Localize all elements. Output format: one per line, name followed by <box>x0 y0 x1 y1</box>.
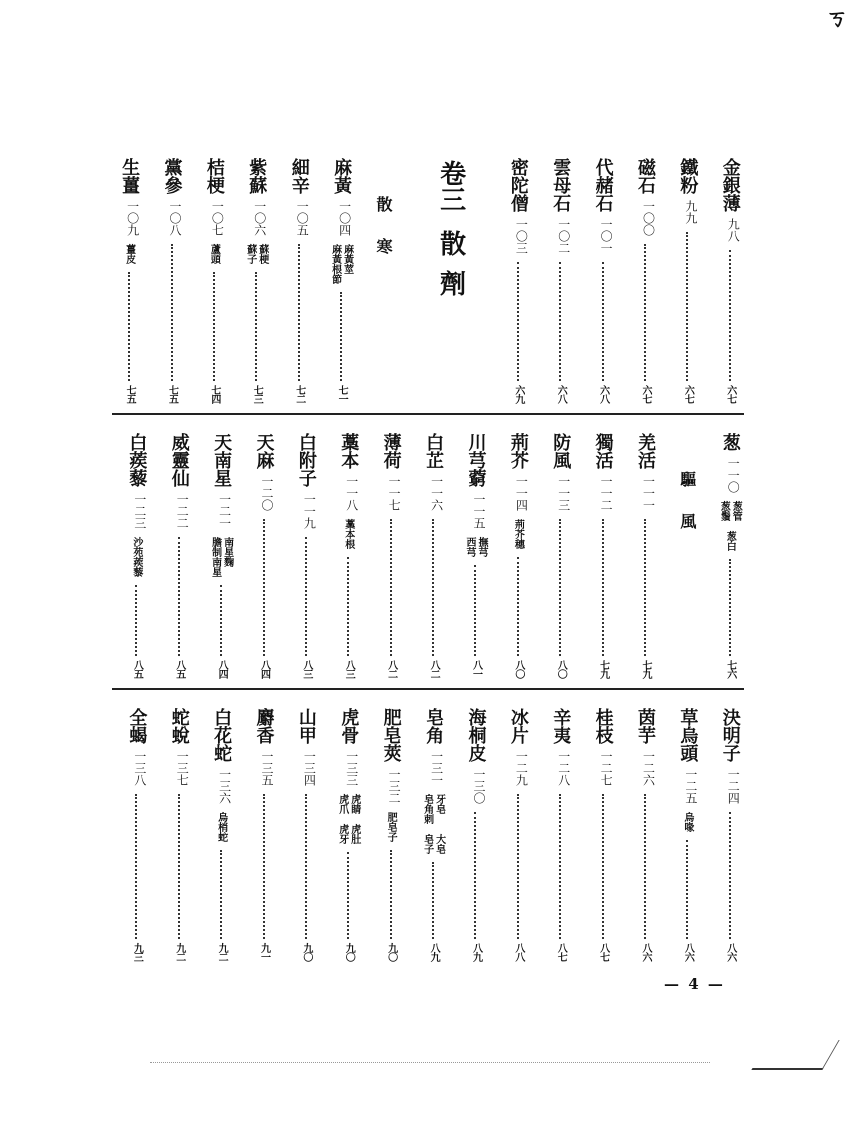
entry-number: 一二三 <box>132 493 147 529</box>
entry-name: 威靈仙 <box>168 433 190 487</box>
section-header-text: 驅風 <box>677 471 697 555</box>
toc-entry <box>115 433 157 678</box>
entry-number: 一二五 <box>683 768 698 804</box>
subitem-group <box>208 244 219 264</box>
entry-number: 一〇〇 <box>641 200 656 236</box>
toc-entry <box>278 158 320 403</box>
entry-subitems <box>385 812 396 842</box>
section-header <box>666 433 708 678</box>
toc-entry <box>454 433 496 678</box>
entry-number: 一二〇 <box>260 475 274 511</box>
entry-name: 麻黃 <box>331 158 353 194</box>
entry-page: 八二 <box>385 660 397 678</box>
dot-leader <box>220 585 222 656</box>
entry-number: 一〇三 <box>514 218 529 254</box>
entry-number: 一二一 <box>217 493 232 529</box>
entry-page: 七三 <box>251 385 263 403</box>
toc-entry <box>242 708 284 961</box>
toc-entry <box>200 433 242 678</box>
dot-leader <box>135 794 137 939</box>
subitem-group <box>210 537 233 577</box>
dot-leader <box>559 519 561 656</box>
dot-leader <box>602 262 604 381</box>
toc-entry <box>581 708 623 961</box>
subitem: 麻黃根節 <box>329 244 341 284</box>
entry-number: 一一三 <box>556 475 571 511</box>
entry-name: 海桐皮 <box>465 708 487 762</box>
entry-subitems <box>245 244 268 264</box>
entry-name: 桔梗 <box>203 158 225 194</box>
entry-name: 獨活 <box>592 433 614 469</box>
subitem-group <box>718 501 741 521</box>
subitem: 葱管 <box>730 501 742 521</box>
entry-name: 密陀僧 <box>507 158 529 212</box>
toc-entry <box>108 158 150 403</box>
entry-number: 一三〇 <box>471 768 486 804</box>
entry-name: 辛夷 <box>550 708 572 744</box>
toc-entry <box>158 708 200 961</box>
toc-entry <box>666 158 708 403</box>
entry-number: 一一五 <box>471 493 486 529</box>
dot-leader <box>305 794 307 939</box>
entry-name: 天南星 <box>211 433 233 487</box>
subitem-group <box>337 824 360 844</box>
toc-entry <box>327 433 369 678</box>
entry-page: 七九 <box>597 660 609 678</box>
subitem: 虎爪 <box>336 794 348 814</box>
toc-entry <box>539 708 581 961</box>
volume-name: 散劑 <box>435 230 466 310</box>
dot-leader <box>135 585 137 656</box>
subitem: 烏喙 <box>681 812 693 832</box>
entry-name: 黨參 <box>161 158 183 194</box>
subitem: 西芎 <box>463 537 475 557</box>
dot-leader <box>644 794 646 939</box>
dot-leader <box>298 244 300 381</box>
subitem-group <box>682 812 693 832</box>
subitem-group <box>385 812 396 842</box>
entry-subitems <box>216 812 227 842</box>
entry-name: 冰片 <box>507 708 529 744</box>
subitem: 葱白 <box>724 531 736 551</box>
dot-leader <box>213 272 215 381</box>
entry-page: 七五 <box>166 385 178 403</box>
entry-page: 八六 <box>724 943 736 961</box>
subitem: 麻黃莖 <box>341 244 353 274</box>
entry-number: 九九 <box>683 200 698 224</box>
dot-leader <box>474 565 476 656</box>
subitem: 沙苑蒺藜 <box>130 537 142 577</box>
toc-entry <box>242 433 284 678</box>
dot-leader <box>220 850 222 939</box>
entry-number: 一二四 <box>726 768 741 804</box>
entry-number: 一三五 <box>260 750 274 786</box>
toc-entry <box>235 158 277 403</box>
subitem: 薑皮 <box>123 244 135 264</box>
dot-leader <box>559 262 561 381</box>
entry-page: 七五 <box>124 385 136 403</box>
entry-subitems <box>330 244 353 284</box>
toc-entry <box>193 158 235 403</box>
scan-artifact <box>751 1040 839 1070</box>
toc-entry <box>497 433 539 678</box>
subitem: 虎肚 <box>348 824 360 844</box>
dot-leader <box>432 519 434 656</box>
dot-leader <box>729 559 731 656</box>
entry-number: 一一四 <box>514 475 529 511</box>
entry-page: 八六 <box>640 943 652 961</box>
subitem: 虎睛 <box>348 794 360 814</box>
entry-number: 一三二 <box>387 768 402 804</box>
dot-leader <box>602 794 604 939</box>
entry-page: 七二 <box>293 385 305 403</box>
entry-page: 八〇 <box>555 660 567 678</box>
entry-page: 七一 <box>336 385 348 403</box>
subitem-group <box>422 794 445 824</box>
entry-page: 九三 <box>131 943 143 961</box>
divider-line <box>112 688 744 690</box>
entry-number: 一二六 <box>641 750 656 786</box>
toc-entry <box>115 708 157 961</box>
entry-name: 茵芋 <box>635 708 657 744</box>
entry-name: 雲母石 <box>550 158 572 212</box>
subitem: 皂子 <box>421 834 433 854</box>
subitem-group <box>464 537 487 557</box>
entry-subitems <box>124 244 135 264</box>
toc-entry <box>709 708 751 961</box>
dot-leader <box>263 519 265 656</box>
dot-leader <box>686 840 688 939</box>
entry-page: 八三 <box>300 660 312 678</box>
toc-entry <box>666 708 708 961</box>
entry-page: 八九 <box>470 943 482 961</box>
subitem: 葱鬚 <box>718 501 730 521</box>
entry-name: 桂枝 <box>592 708 614 744</box>
entry-name: 肥皂莢 <box>380 708 402 762</box>
entry-name: 蛇蛻 <box>168 708 190 744</box>
dot-leader <box>255 272 257 381</box>
entry-name: 葱 <box>719 433 741 451</box>
entry-number: 一二七 <box>599 750 614 786</box>
subitem-group <box>343 519 354 549</box>
entry-number: 一〇五 <box>295 200 310 236</box>
toc-entry <box>285 708 327 961</box>
subitem: 大皂 <box>433 834 445 854</box>
toc-band-2 <box>108 433 751 678</box>
entry-number: 一三四 <box>302 750 317 786</box>
dot-leader <box>517 262 519 381</box>
entry-number: 一〇七 <box>210 200 225 236</box>
subitem: 牙皂 <box>433 794 445 814</box>
toc-entry <box>320 158 362 403</box>
toc-entry <box>497 158 539 403</box>
toc-entry <box>200 708 242 961</box>
entry-number: 一〇一 <box>599 218 614 254</box>
toc-entry <box>327 708 369 961</box>
dot-leader <box>729 250 731 381</box>
entry-page: 六九 <box>512 385 524 403</box>
toc-entry <box>454 708 496 961</box>
entry-name: 藁本 <box>338 433 360 469</box>
entry-name: 金銀薄 <box>719 158 741 212</box>
entry-page: 八六 <box>682 943 694 961</box>
toc-entry <box>581 433 623 678</box>
entry-page: 六八 <box>597 385 609 403</box>
entry-name: 防風 <box>550 433 572 469</box>
entry-name: 羌活 <box>635 433 657 469</box>
dot-leader <box>347 852 349 939</box>
dot-leader <box>178 537 180 656</box>
entry-subitems <box>464 537 487 557</box>
entry-name: 全蝎 <box>126 708 148 744</box>
volume-number: 卷三 <box>435 160 466 212</box>
dot-leader <box>644 244 646 381</box>
entry-page: 九〇 <box>385 943 397 961</box>
entry-name: 草烏頭 <box>677 708 699 762</box>
toc-entry <box>709 158 751 403</box>
entry-page: 八四 <box>258 660 270 678</box>
entry-page: 八九 <box>428 943 440 961</box>
toc-entry <box>709 433 751 678</box>
corner-scan-mark: ㄎ <box>826 6 849 32</box>
entry-name: 代赭石 <box>592 158 614 212</box>
entry-name: 磁石 <box>635 158 657 194</box>
dot-leader <box>178 794 180 939</box>
entry-page: 八一 <box>470 660 482 678</box>
entry-page: 九二 <box>216 943 228 961</box>
entry-name: 細辛 <box>288 158 310 194</box>
toc-entry <box>369 708 411 961</box>
toc-entry <box>624 433 666 678</box>
subitem-group <box>131 537 142 577</box>
entry-name: 山甲 <box>295 708 317 744</box>
entry-name: 紫蘇 <box>246 158 268 194</box>
subitem: 皂角刺 <box>421 794 433 824</box>
dot-leader <box>474 812 476 939</box>
subitem-group <box>124 244 135 264</box>
subitem: 蘇子 <box>244 244 256 264</box>
entry-page: 九二 <box>173 943 185 961</box>
section-header-text: 散寒 <box>373 196 393 280</box>
dot-leader <box>517 794 519 939</box>
subitem-group <box>512 519 523 549</box>
entry-name: 白附子 <box>295 433 317 487</box>
entry-subitems <box>512 519 523 549</box>
entry-name: 天麻 <box>253 433 275 469</box>
entry-page: 七四 <box>208 385 220 403</box>
entry-number: 一二八 <box>556 750 571 786</box>
entry-page: 八七 <box>555 943 567 961</box>
subitem-group <box>216 812 227 842</box>
entry-page: 八七 <box>597 943 609 961</box>
entry-number: 九八 <box>726 218 741 242</box>
entry-page: 九一 <box>258 943 270 961</box>
page-edge-speckle <box>150 1062 710 1063</box>
entry-subitems <box>210 537 233 577</box>
divider-line <box>112 413 744 415</box>
entry-number: 一二二 <box>175 493 190 529</box>
entry-subitems <box>422 794 445 854</box>
dot-leader <box>432 862 434 939</box>
subitem: 撫芎 <box>475 537 487 557</box>
subitem: 蘆頭 <box>208 244 220 264</box>
entry-number: 一三七 <box>175 750 190 786</box>
entry-name: 鐵粉 <box>677 158 699 194</box>
subitem: 南星麴 <box>221 537 233 567</box>
entry-number: 一〇八 <box>168 200 183 236</box>
toc-band-3 <box>108 708 751 961</box>
dot-leader <box>517 557 519 656</box>
entry-subitems <box>343 519 354 549</box>
toc-entry <box>412 708 454 961</box>
entry-name: 白蒺藜 <box>126 433 148 487</box>
entry-number: 一一二 <box>599 475 614 511</box>
entry-page: 八五 <box>173 660 185 678</box>
subitem-group <box>724 531 735 551</box>
toc-entry <box>539 158 581 403</box>
entry-name: 決明子 <box>719 708 741 762</box>
volume-title <box>405 158 497 403</box>
toc-entry <box>624 158 666 403</box>
entry-subitems <box>208 244 219 264</box>
dot-leader <box>305 537 307 656</box>
entry-page: 九〇 <box>300 943 312 961</box>
entry-number: 一一〇 <box>726 457 741 493</box>
subitem: 荊芥穗 <box>512 519 524 549</box>
entry-number: 一二九 <box>514 750 529 786</box>
entry-subitems <box>337 794 360 844</box>
entry-number: 一〇四 <box>337 200 352 236</box>
subitem: 膽制南星 <box>209 537 221 577</box>
entry-page: 八二 <box>428 660 440 678</box>
subitem-group <box>422 834 445 854</box>
entry-number: 一〇九 <box>125 200 140 236</box>
entry-name: 白芷 <box>423 433 445 469</box>
dot-leader <box>602 519 604 656</box>
dot-leader <box>390 850 392 939</box>
dot-leader <box>347 557 349 656</box>
dot-leader <box>729 812 731 939</box>
subitem-group <box>245 244 268 264</box>
toc-entry <box>150 158 192 403</box>
entry-number: 一三八 <box>132 750 147 786</box>
entry-page: 八〇 <box>512 660 524 678</box>
entry-number: 一一七 <box>387 475 402 511</box>
entry-number: 一三三 <box>344 750 359 786</box>
entry-page: 六七 <box>682 385 694 403</box>
entry-number: 一一六 <box>429 475 444 511</box>
dot-leader <box>559 794 561 939</box>
entry-page: 八四 <box>216 660 228 678</box>
entry-name: 川芎藭 <box>465 433 487 487</box>
entry-page: 六七 <box>724 385 736 403</box>
entry-number: 一一八 <box>344 475 359 511</box>
toc-entry <box>624 708 666 961</box>
entry-name: 麝香 <box>253 708 275 744</box>
entry-number: 一三一 <box>429 750 444 786</box>
dot-leader <box>340 292 342 381</box>
entry-number: 一〇二 <box>556 218 571 254</box>
subitem-group <box>337 794 360 814</box>
entry-name: 皂角 <box>423 708 445 744</box>
dot-leader <box>171 244 173 381</box>
entry-name: 虎骨 <box>338 708 360 744</box>
entry-subitems <box>718 501 741 551</box>
entry-subitems <box>682 812 693 832</box>
entry-number: 一〇六 <box>252 200 267 236</box>
entry-page: 七六 <box>724 660 736 678</box>
entry-number: 一一一 <box>641 475 656 511</box>
entry-page: 九〇 <box>343 943 355 961</box>
entry-name: 薄荷 <box>380 433 402 469</box>
page-number: — 4 — <box>664 975 725 993</box>
subitem-group <box>330 244 353 284</box>
dot-leader <box>128 272 130 381</box>
entry-number: 一三六 <box>217 768 232 804</box>
toc-band-1 <box>108 158 751 403</box>
entry-page: 八五 <box>131 660 143 678</box>
entry-page: 七九 <box>640 660 652 678</box>
subitem: 虎牙 <box>336 824 348 844</box>
dot-leader <box>644 519 646 656</box>
entry-page: 六七 <box>640 385 652 403</box>
entry-name: 生薑 <box>119 158 141 194</box>
subitem: 藁本根 <box>342 519 354 549</box>
entry-name: 荊芥 <box>507 433 529 469</box>
entry-number: 一一九 <box>302 493 317 529</box>
entry-page: 六八 <box>555 385 567 403</box>
toc-entry <box>539 433 581 678</box>
toc-entry <box>497 708 539 961</box>
subitem: 烏梢蛇 <box>215 812 227 842</box>
dot-leader <box>686 232 688 381</box>
dot-leader <box>263 794 265 939</box>
dot-leader <box>390 519 392 656</box>
subitem: 肥皂子 <box>385 812 397 842</box>
toc-entry <box>412 433 454 678</box>
entry-name: 白花蛇 <box>211 708 233 762</box>
subitem: 蘇梗 <box>256 244 268 264</box>
toc-entry <box>581 158 623 403</box>
section-header <box>362 158 404 403</box>
toc-entry <box>285 433 327 678</box>
entry-page: 八三 <box>343 660 355 678</box>
toc-entry <box>158 433 200 678</box>
entry-subitems <box>131 537 142 577</box>
entry-page: 八八 <box>512 943 524 961</box>
toc-entry <box>369 433 411 678</box>
